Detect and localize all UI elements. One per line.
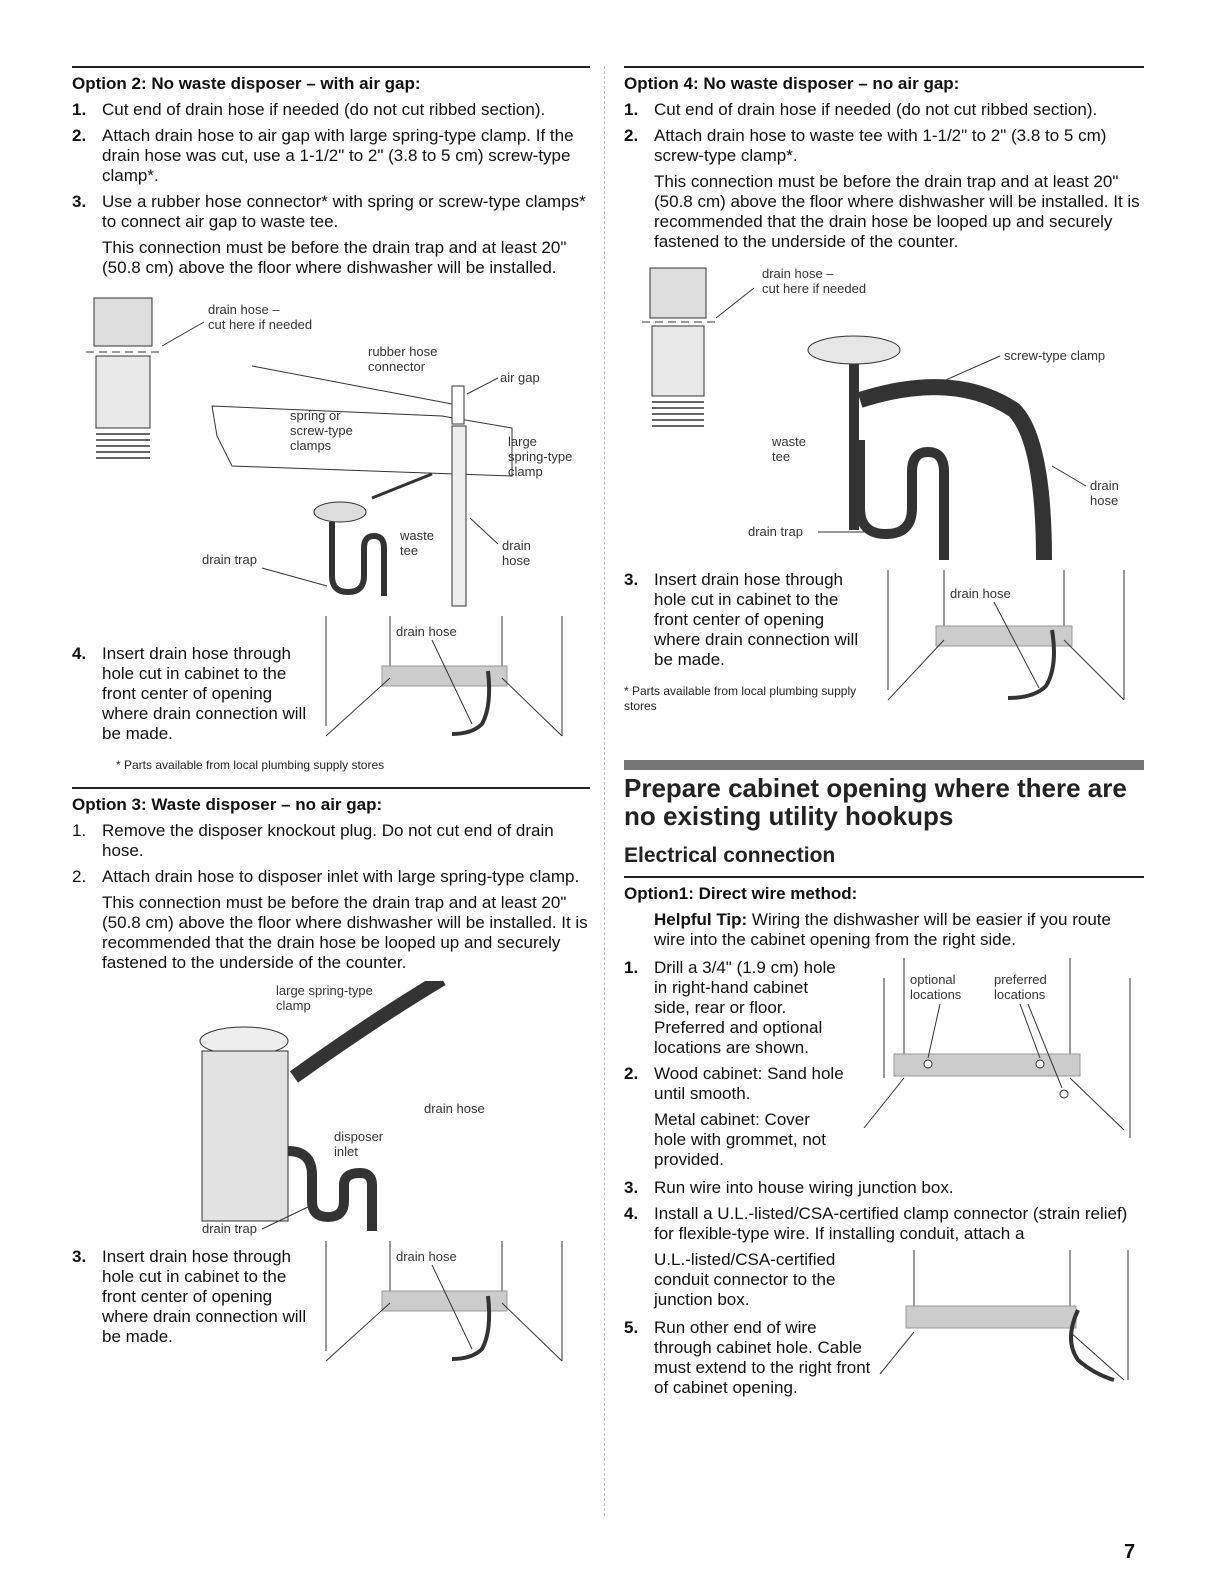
option1-step5-row <box>624 1250 1144 1404</box>
section-bar <box>624 760 1144 770</box>
label-drain-hose: drain hose <box>396 624 457 639</box>
step-text: Wood cabinet: Sand hole until smooth. <box>654 1064 844 1103</box>
hose-ribbed-section <box>96 356 150 428</box>
step-number: 3. <box>624 1178 639 1197</box>
step-number: 2. <box>624 126 639 145</box>
list-item <box>72 644 312 744</box>
label-drain: drain <box>502 538 531 553</box>
sink-drain-bowl <box>314 502 366 522</box>
label-hose: hose <box>1090 493 1119 508</box>
option2-note: This connection must be before the drain trap and at least 20" (50.8 cm) above the floor where dishwasher will be installed. <box>102 238 567 277</box>
list-item <box>624 126 1144 166</box>
list-item <box>72 821 590 861</box>
step-number: 2. <box>72 126 87 145</box>
option1-steps-text <box>624 958 844 1178</box>
label-waste: waste <box>772 434 806 449</box>
sink-counter <box>212 406 512 476</box>
hose-ribbed-section <box>652 326 704 396</box>
step-text: Cut end of drain hose if needed (do not cut ribbed section). <box>102 100 546 119</box>
label-clamp: clamp <box>276 998 311 1013</box>
hose-smooth-section <box>94 298 152 346</box>
step-text: Run wire into house wiring junction box. <box>654 1178 954 1197</box>
column-divider <box>604 66 605 1516</box>
step-number: 2. <box>72 867 87 886</box>
section-rule <box>72 66 590 68</box>
label-optional: optional <box>910 972 956 987</box>
step-text: Attach drain hose to disposer inlet with large spring-type clamp. <box>102 867 580 886</box>
label-drain-hose: drain hose <box>396 1249 457 1264</box>
option4-note: This connection must be before the drain trap and at least 20" (50.8 cm) above the floor where dishwasher will be installed. It is recommended that the drain hose be looped up and securely fastened to the underside of the counter. <box>654 172 1140 251</box>
cabinet-drain-diagram <box>312 616 572 756</box>
leader-line <box>470 518 498 544</box>
cabinet-drain-diagram <box>874 570 1134 720</box>
label-tee: tee <box>400 543 419 558</box>
step-number: 1. <box>624 958 639 977</box>
step-text: Insert drain hose through hole cut in cabinet to the front center of opening where drain connection will be made. <box>102 1247 307 1346</box>
hole-locations-diagram <box>844 958 1144 1148</box>
step-text: Insert drain hose through hole cut in cabinet to the front center of opening where drain connection will be made. <box>102 644 307 743</box>
label-screw-type: screw-type <box>290 423 353 438</box>
tip-label: Helpful Tip: <box>654 910 748 929</box>
step-number: 5. <box>624 1318 639 1337</box>
option3-steps <box>72 821 590 887</box>
leader-line <box>1052 466 1086 486</box>
connector-hose <box>372 474 432 498</box>
helpful-tip <box>654 910 1144 950</box>
p-trap <box>860 440 944 560</box>
step2-metal-note: Metal cabinet: Cover hole with grommet, not provided. <box>654 1110 826 1169</box>
hose-ribs <box>652 402 704 426</box>
option2-heading: Option 2: No waste disposer – with air gap: <box>72 74 421 93</box>
label-spring-type: spring-type <box>508 449 573 464</box>
cable-routing-diagram <box>874 1250 1134 1390</box>
list-item <box>624 1178 1144 1198</box>
label-inlet: inlet <box>334 1144 358 1159</box>
list-item <box>72 867 590 887</box>
step-number: 3. <box>72 192 87 211</box>
list-item <box>72 192 590 232</box>
optional-hole <box>924 1060 932 1068</box>
air-gap-fitting <box>452 386 464 424</box>
left-column <box>72 66 590 1377</box>
step4-continued: U.L.-listed/CSA-certified conduit connector to the junction box. <box>654 1250 836 1309</box>
step-number: 1. <box>72 821 87 840</box>
leader-line <box>162 322 204 346</box>
drain-hose-vertical <box>452 426 466 606</box>
leader-line <box>467 378 498 394</box>
p-trap <box>288 1151 372 1231</box>
label-waste: waste <box>400 528 434 543</box>
option1-step5-text <box>624 1250 874 1404</box>
list-item <box>72 100 590 120</box>
step-text: Cut end of drain hose if needed (do not cut ribbed section). <box>654 100 1098 119</box>
label-rubber-hose: rubber hose <box>368 344 438 359</box>
step-number: 4. <box>624 1204 639 1223</box>
option3-step3-text-block <box>72 1241 312 1353</box>
label-drain-hose: drain hose <box>950 586 1011 601</box>
option4-step3-text-block <box>624 570 874 714</box>
list-item <box>624 958 844 1058</box>
option3-note: This connection must be before the drain trap and at least 20" (50.8 cm) above the floor where dishwasher will be installed. It is recommended that the drain hose be looped up and securely fastened to the underside of the counter. <box>102 893 588 972</box>
step-number: 1. <box>72 100 87 119</box>
option2-footnote: * Parts available from local plumbing supply stores <box>116 758 385 772</box>
hose-smooth-section <box>650 268 706 318</box>
section-rule <box>72 787 590 789</box>
step-number: 3. <box>624 570 639 589</box>
list-item <box>72 126 590 186</box>
step-number: 2. <box>624 1064 639 1083</box>
label-hose: hose <box>502 553 531 568</box>
section-rule <box>624 876 1144 878</box>
label-drain-trap: drain trap <box>202 552 257 567</box>
label-preferred: preferred <box>994 972 1047 987</box>
disposer-diagram <box>72 981 590 1241</box>
preferred-hole <box>1060 1090 1068 1098</box>
label-drain-hose-cut: drain hose – <box>762 266 834 281</box>
step-text: Install a U.L.-listed/CSA-certified clamp connector (strain relief) for flexible-type wire. If installing conduit, attach a <box>654 1204 1128 1243</box>
step-text: Drill a 3/4" (1.9 cm) hole in right-hand cabinet side, rear or floor. Preferred and optional locations are shown. <box>654 958 836 1057</box>
list-item <box>624 1204 1144 1244</box>
option1-heading: Option1: Direct wire method: <box>624 884 858 903</box>
label-drain-hose: drain hose <box>424 1101 485 1116</box>
list-item <box>624 570 874 670</box>
step-text: Attach drain hose to air gap with large spring-type clamp. If the drain hose was cut, use a 1-1/2" to 2" (3.8 to 5 cm) screw-type clamp*. <box>102 126 574 185</box>
label-clamps: clamps <box>290 438 332 453</box>
option4-steps <box>624 100 1144 166</box>
option1-steps-row <box>624 958 1144 1178</box>
label-spring-or: spring or <box>290 408 341 423</box>
p-trap <box>332 522 384 596</box>
step-text: Use a rubber hose connector* with spring or screw-type clamps* to connect air gap to waste tee. <box>102 192 586 231</box>
label-drain-hose-cut: drain hose – <box>208 302 280 317</box>
step-number: 1. <box>624 100 639 119</box>
label-tee: tee <box>772 449 791 464</box>
leader-line <box>262 568 327 586</box>
label-drain-trap: drain trap <box>202 1221 257 1236</box>
option1-steps-lower <box>624 1178 1144 1244</box>
label-drain-trap: drain trap <box>748 524 803 539</box>
option4-step3-row <box>624 570 1144 720</box>
label-locations: locations <box>910 987 962 1002</box>
leader-line <box>716 288 754 318</box>
step-text: Attach drain hose to waste tee with 1-1/2" to 2" (3.8 to 5 cm) screw-type clamp*. <box>654 126 1107 165</box>
right-column <box>624 66 1144 1404</box>
option4-heading: Option 4: No waste disposer – no air gap: <box>624 74 960 93</box>
step-text: Insert drain hose through hole cut in cabinet to the front center of opening where drain connection will be made. <box>654 570 859 669</box>
disposer-body <box>202 1051 288 1221</box>
label-cut-here: cut here if needed <box>208 317 313 332</box>
label-disposer: disposer <box>334 1129 384 1144</box>
option3-heading: Option 3: Waste disposer – no air gap: <box>72 795 383 814</box>
option2-step4-text-block <box>72 616 312 750</box>
hose-ribs <box>96 434 150 458</box>
label-connector: connector <box>368 359 426 374</box>
option2-step4-row <box>72 616 590 756</box>
electrical-connection-heading: Electrical connection <box>624 844 836 867</box>
preferred-hole <box>1036 1060 1044 1068</box>
label-large-spring: large spring-type <box>276 983 373 998</box>
section-rule <box>624 66 1144 68</box>
label-drain: drain <box>1090 478 1119 493</box>
option2-steps <box>72 100 590 232</box>
cabinet-drain-diagram <box>312 1241 572 1377</box>
label-clamp: clamp <box>508 464 543 479</box>
label-locations: locations <box>994 987 1046 1002</box>
air-gap-diagram <box>72 286 590 616</box>
list-item <box>72 1247 312 1347</box>
list-item <box>624 1318 874 1398</box>
label-air-gap: air gap <box>500 370 540 385</box>
label-large: large <box>508 434 537 449</box>
step-number: 4. <box>72 644 87 663</box>
page-title: Prepare cabinet opening where there are no existing utility hookups <box>624 773 1127 831</box>
option3-step3-row <box>72 1241 590 1377</box>
step-number: 3. <box>72 1247 87 1266</box>
cable <box>1071 1310 1114 1380</box>
page-number: 7 <box>1124 1541 1136 1563</box>
sink-drain-bowl <box>808 336 900 364</box>
step-text: Remove the disposer knockout plug. Do not cut end of drain hose. <box>102 821 554 860</box>
list-item <box>624 1064 844 1104</box>
list-item <box>624 100 1144 120</box>
tip-text: Wiring the dishwasher will be easier if you route wire into the cabinet opening from the right side. <box>654 910 1111 949</box>
option4-footnote: * Parts available from local plumbing supply stores <box>624 684 857 713</box>
label-screw-type-clamp: screw-type clamp <box>1004 348 1106 363</box>
waste-tee-diagram <box>624 260 1144 570</box>
step-text: Run other end of wire through cabinet hole. Cable must extend to the right front of cabinet opening. <box>654 1318 871 1397</box>
label-cut-here: cut here if needed <box>762 281 867 296</box>
